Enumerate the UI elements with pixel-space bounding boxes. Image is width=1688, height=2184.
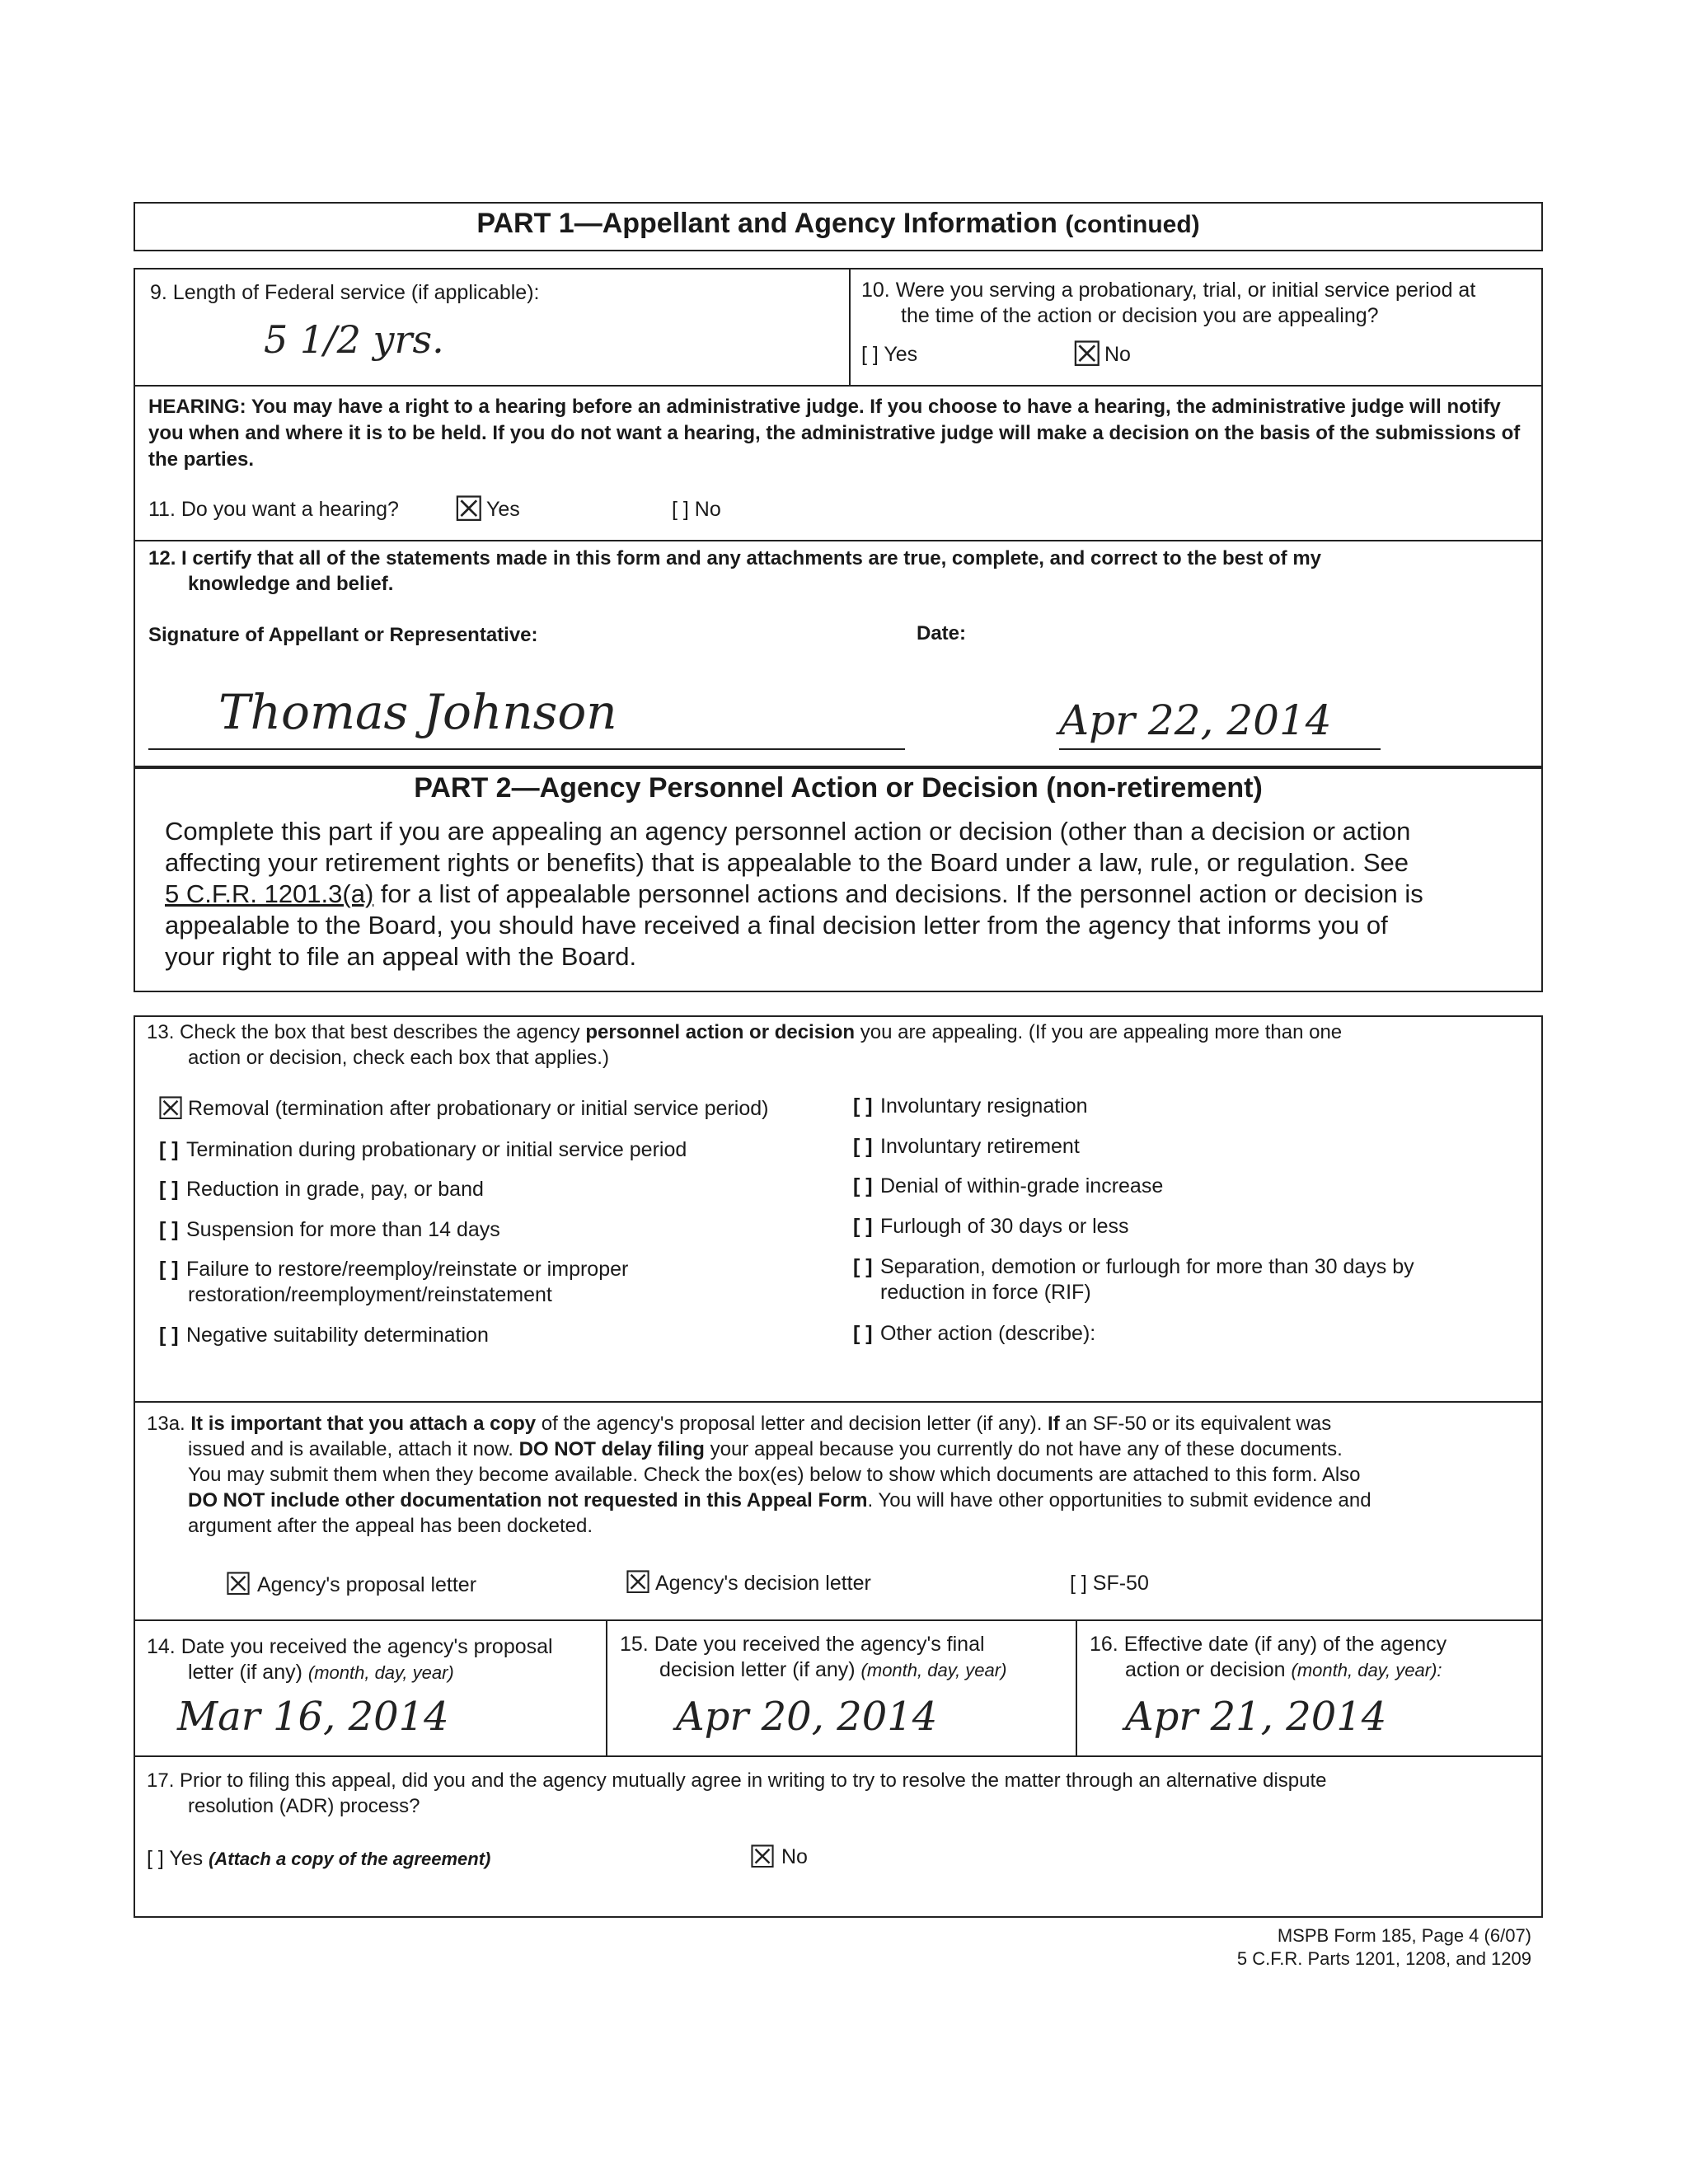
q16-format-hint: (month, day, year): xyxy=(1291,1660,1442,1680)
q13-removal-checkmark-icon[interactable]: ☒ xyxy=(157,1090,185,1127)
q13-option-rif-line2: reduction in force (RIF) xyxy=(880,1281,1091,1304)
q17-line2: resolution (ADR) process? xyxy=(188,1795,420,1817)
q17-no-checkmark-icon[interactable]: ☒ xyxy=(748,1839,777,1875)
q9-label: 9. Length of Federal service (if applicable): xyxy=(150,281,540,304)
q13-line1-c: you are appealing. (If you are appealing more than one xyxy=(855,1021,1343,1043)
q12-cert-line2: knowledge and belief. xyxy=(188,573,394,595)
q13-option-rif-box[interactable]: [ ] xyxy=(853,1255,873,1278)
date-line xyxy=(1059,748,1381,750)
q17-yes-option[interactable] xyxy=(147,1846,490,1872)
q13a-line1-e: an SF-50 or its equivalent was xyxy=(1059,1413,1332,1435)
divider-q9-q10 xyxy=(849,268,851,387)
divider-q12-top xyxy=(134,540,1543,541)
q11-yes-checkmark-icon[interactable]: ☒ xyxy=(453,489,485,529)
q10-yes-option[interactable]: [ ] Yes xyxy=(861,343,918,366)
q13a-line1 xyxy=(147,1411,1331,1436)
q16-answer[interactable]: Apr 21, 2014 xyxy=(1125,1694,1387,1740)
q13-option-invol-retirement[interactable]: Involuntary retirement xyxy=(880,1135,1080,1158)
q17-yes-box[interactable]: [ ] Yes xyxy=(147,1847,209,1870)
q16-label-line2 xyxy=(1125,1657,1442,1683)
divider-q15-q16 xyxy=(1076,1619,1077,1755)
q13a-decision-checkmark-icon[interactable]: ☒ xyxy=(624,1564,653,1601)
q13-option-failure-restore-box[interactable]: [ ] xyxy=(159,1258,179,1281)
q14-label-line1: 14. Date you received the agency's proposal xyxy=(147,1635,553,1658)
q13-option-other-box[interactable]: [ ] xyxy=(853,1322,873,1345)
part2-paragraph-line2: affecting your retirement rights or benefits) that is appealable to the Board under a law, rule, or regulation. See xyxy=(165,848,1409,877)
q13-line1-b: personnel action or decision xyxy=(585,1021,856,1043)
q13a-line1-d: If xyxy=(1048,1413,1060,1435)
q11-label: 11. Do you want a hearing? xyxy=(148,498,399,521)
q17-line1: 17. Prior to filing this appeal, did you and the agency mutually agree in writing to try to resolve the matter through an alternative dispute xyxy=(147,1769,1327,1792)
q10-label-line2: the time of the action or decision you are appealing? xyxy=(901,304,1379,327)
q13a-line4-b: DO NOT include other documentation not requested in this Appeal Form xyxy=(188,1489,868,1511)
q15-format-hint: (month, day, year) xyxy=(860,1660,1007,1680)
q13-option-furlough-box[interactable]: [ ] xyxy=(853,1215,873,1238)
q13a-line4 xyxy=(188,1488,1372,1513)
q13a-line2-b: DO NOT delay filing xyxy=(518,1438,705,1460)
q13a-line4-c: . You will have other opportunities to submit evidence and xyxy=(867,1489,1372,1511)
q13-option-invol-retirement-box[interactable]: [ ] xyxy=(853,1135,873,1158)
q13-option-suspension[interactable]: Suspension for more than 14 days xyxy=(186,1218,500,1241)
q13-option-negative-suitability[interactable]: Negative suitability determination xyxy=(186,1324,489,1347)
q13a-line2-c: your appeal because you currently do not have any of these documents. xyxy=(704,1438,1343,1460)
footer-cfr: 5 C.F.R. Parts 1201, 1208, and 1209 xyxy=(1236,1948,1531,1969)
footer-form-id: MSPB Form 185, Page 4 (6/07) xyxy=(1277,1925,1531,1946)
part1-header xyxy=(134,208,1543,239)
part2-paragraph-line5: your right to file an appeal with the Board. xyxy=(165,942,637,971)
part2-paragraph-line3 xyxy=(165,879,1423,910)
cfr-link[interactable]: 5 C.F.R. 1201.3(a) xyxy=(165,879,374,908)
q15-label-line2 xyxy=(659,1657,1006,1683)
hearing-notice: HEARING: You may have a right to a hearing before an administrative judge. If you choose to have a hearing, the administrative judge will notify you when and where it is to be held. If you do not want a hearing, the administrative judge will make a decision on the basis of the submissions of the parties. xyxy=(148,396,1521,471)
q17-yes-note: (Attach a copy of the agreement) xyxy=(209,1849,491,1869)
q13a-line1-a: 13a. xyxy=(147,1413,191,1435)
q10-no-option[interactable]: No xyxy=(1104,343,1131,366)
divider-q14-top xyxy=(134,1619,1543,1621)
date-label: Date: xyxy=(917,622,967,644)
part2-paragraph-line4: appealable to the Board, you should have received a final decision letter from the agency that informs you of xyxy=(165,911,1388,940)
signature[interactable]: Thomas Johnson xyxy=(218,684,617,740)
q13-option-rif[interactable]: Separation, demotion or furlough for more than 30 days by xyxy=(880,1255,1414,1278)
divider-q14-q15 xyxy=(606,1619,607,1755)
q14-label-line2-a: letter (if any) xyxy=(188,1661,308,1684)
q13a-line1-b: It is important that you attach a copy xyxy=(190,1413,537,1435)
q13-option-furlough[interactable]: Furlough of 30 days or less xyxy=(880,1215,1129,1238)
part1-title-suffix: (continued) xyxy=(1065,211,1200,238)
q13-option-other[interactable]: Other action (describe): xyxy=(880,1322,1096,1345)
q13-option-invol-resignation-box[interactable]: [ ] xyxy=(853,1094,873,1118)
q13a-proposal-checkmark-icon[interactable]: ☒ xyxy=(224,1566,253,1602)
q12-cert-line1: 12. I certify that all of the statements made in this form and any attachments are true, complete, and correct to the best of my xyxy=(148,547,1322,569)
signature-label: Signature of Appellant or Representative: xyxy=(148,624,538,646)
q13-option-suspension-box[interactable]: [ ] xyxy=(159,1218,179,1241)
divider-q17-top xyxy=(134,1755,1543,1757)
q13-option-failure-restore[interactable]: Failure to restore/reemploy/reinstate or improper xyxy=(186,1258,629,1281)
q14-format-hint: (month, day, year) xyxy=(307,1662,454,1683)
q13-line1-a: 13. Check the box that best describes the agency xyxy=(147,1021,586,1043)
q13a-line5: argument after the appeal has been docketed. xyxy=(188,1515,593,1537)
q13-option-failure-restore-line2: restoration/reemployment/reinstatement xyxy=(188,1283,552,1306)
q13a-option-decision-letter[interactable]: Agency's decision letter xyxy=(655,1572,871,1595)
q16-label-line1: 16. Effective date (if any) of the agency xyxy=(1090,1633,1447,1656)
part2-paragraph-line1: Complete this part if you are appealing an agency personnel action or decision (other than a decision or action xyxy=(165,817,1411,846)
q13-line2: action or decision, check each box that applies.) xyxy=(188,1047,609,1069)
q13-option-invol-resignation[interactable]: Involuntary resignation xyxy=(880,1094,1088,1118)
q10-no-checkmark-icon[interactable]: ☒ xyxy=(1071,334,1103,374)
q13-option-wgi-denial[interactable]: Denial of within-grade increase xyxy=(880,1174,1164,1197)
q15-label-line1: 15. Date you received the agency's final xyxy=(620,1633,985,1656)
q17-no-option[interactable]: No xyxy=(781,1845,808,1868)
q11-yes-option[interactable]: Yes xyxy=(486,498,520,521)
q15-label-line2-a: decision letter (if any) xyxy=(659,1658,861,1681)
q14-answer[interactable]: Mar 16, 2014 xyxy=(177,1694,449,1740)
q13a-option-proposal-letter[interactable]: Agency's proposal letter xyxy=(257,1573,477,1596)
q13-option-negative-suitability-box[interactable]: [ ] xyxy=(159,1324,179,1347)
q13-line1 xyxy=(147,1019,1342,1045)
divider-hearing-top xyxy=(134,385,1543,387)
q13-option-removal[interactable]: Removal (termination after probationary or initial service period) xyxy=(188,1097,769,1120)
q13-option-reduction-box[interactable]: [ ] xyxy=(159,1178,179,1201)
q13a-line3: You may submit them when they become available. Check the box(es) below to show which documents are attached to this form. Also xyxy=(188,1464,1361,1486)
q14-label-line2 xyxy=(188,1660,454,1685)
part2-header: PART 2—Agency Personnel Action or Decision (non-retirement) xyxy=(414,772,1263,804)
q13-option-reduction[interactable]: Reduction in grade, pay, or band xyxy=(186,1178,484,1201)
q11-no-option[interactable]: [ ] No xyxy=(672,498,721,521)
divider-q13a-top xyxy=(134,1401,1543,1403)
signature-date[interactable]: Apr 22, 2014 xyxy=(1059,696,1332,744)
q13a-line2 xyxy=(188,1436,1343,1462)
part1-title: PART 1—Appellant and Agency Information xyxy=(476,208,1057,239)
q16-label-line2-a: action or decision xyxy=(1125,1658,1292,1681)
q13a-line1-c: of the agency's proposal letter and decision letter (if any). xyxy=(536,1413,1048,1435)
q9-answer[interactable]: 5 1/2 yrs. xyxy=(264,317,444,362)
q13-option-termination-box[interactable]: [ ] xyxy=(159,1138,179,1161)
q15-answer[interactable]: Apr 20, 2014 xyxy=(676,1694,938,1740)
q13-option-termination[interactable]: Termination during probationary or initial service period xyxy=(186,1138,687,1161)
q10-label-line1: 10. Were you serving a probationary, trial, or initial service period at xyxy=(861,279,1476,302)
q13a-line2-a: issued and is available, attach it now. xyxy=(188,1438,519,1460)
signature-line xyxy=(148,748,905,750)
q13a-option-sf50[interactable]: [ ] SF-50 xyxy=(1070,1572,1149,1595)
part2-paragraph-line3-rest: for a list of appealable personnel actions and decisions. If the personnel action or decision is xyxy=(373,879,1423,908)
q13-option-wgi-denial-box[interactable]: [ ] xyxy=(853,1174,873,1197)
